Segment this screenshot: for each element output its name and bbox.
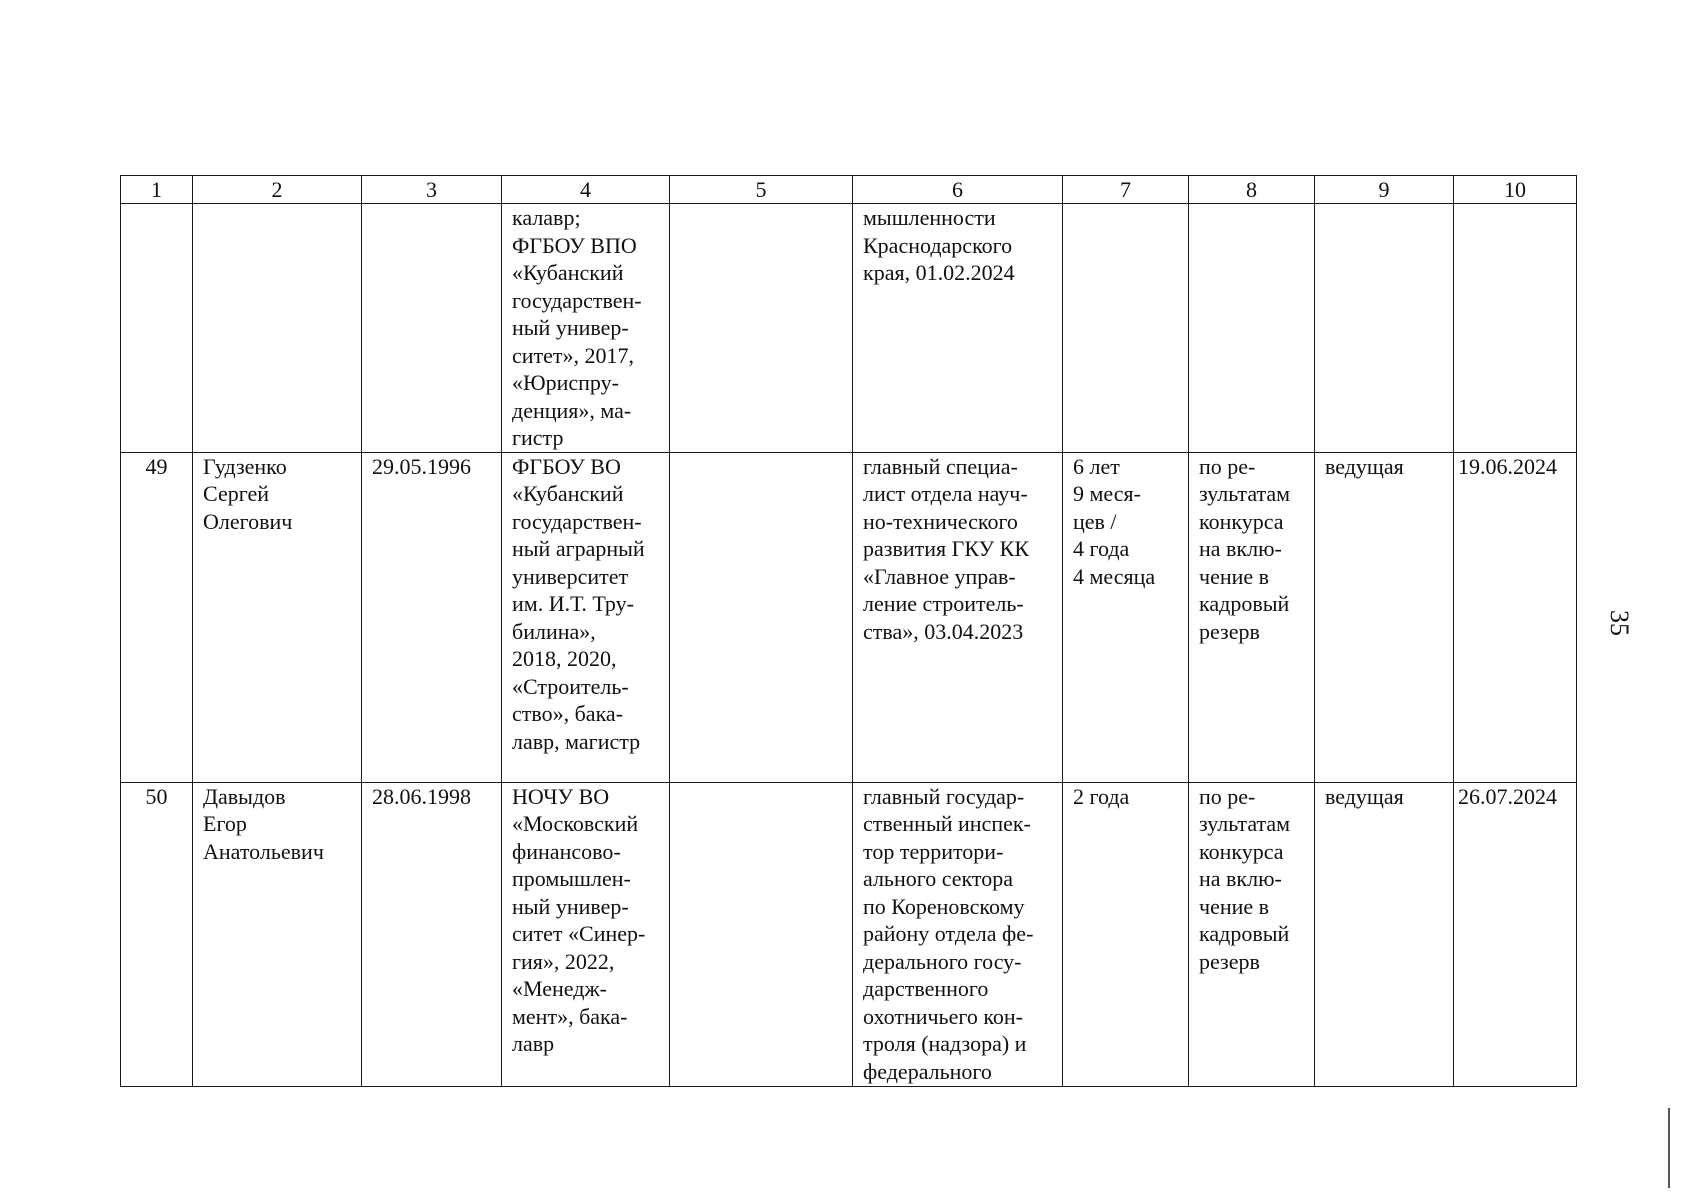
header-cell: 5 [670,176,853,204]
cell-num: 50 [121,782,193,1086]
cell-group [1315,204,1454,453]
header-row [121,176,1577,204]
cell-date: 19.06.2024 [1454,452,1577,782]
table-row-continuation [121,204,1577,453]
personnel-table [120,175,1577,1087]
cell-col5 [670,782,853,1086]
header-cell: 4 [502,176,670,204]
cell-position: главный государ- ственный инспек- тор территори- ального сектора по Кореновскому району отдела фе- дерального госу- дарственного охотничьего кон- троля (надзора) и федерального [853,782,1063,1086]
cell-num [121,204,193,453]
header-cell: 6 [853,176,1063,204]
cell-birth-date [362,204,502,453]
cell-experience: 2 года [1063,782,1189,1086]
cell-num: 49 [121,452,193,782]
cell-position: главный специа- лист отдела науч- но-технического развития ГКУ КК «Главное управ- ление строитель- ства», 03.04.2023 [853,452,1063,782]
cell-date [1454,204,1577,453]
cell-experience [1063,204,1189,453]
cell-name: Гудзенко Сергей Олегович [193,452,362,782]
cell-group: ведущая [1315,452,1454,782]
header-cell: 7 [1063,176,1189,204]
table-row [121,782,1577,1086]
table-row [121,452,1577,782]
cell-name: Давыдов Егор Анатольевич [193,782,362,1086]
cell-date: 26.07.2024 [1454,782,1577,1086]
margin-mark [1668,1108,1670,1188]
cell-birth-date: 28.06.1998 [362,782,502,1086]
cell-experience: 6 лет 9 меся- цев / 4 года 4 месяца [1063,452,1189,782]
cell-basis: по ре- зультатам конкурса на вклю- чение в кадровый резерв [1189,782,1315,1086]
cell-birth-date: 29.05.1996 [362,452,502,782]
page-number: 35 [1605,610,1634,636]
header-cell: 8 [1189,176,1315,204]
header-cell: 9 [1315,176,1454,204]
cell-col5 [670,204,853,453]
cell-education: калавр; ФГБОУ ВПО «Кубанский государствен- ный универ- ситет», 2017, «Юриспру- денция», ма- гистр [502,204,670,453]
cell-basis: по ре- зультатам конкурса на вклю- чение в кадровый резерв [1189,452,1315,782]
header-cell: 10 [1454,176,1577,204]
cell-education: ФГБОУ ВО «Кубанский государствен- ный аграрный университет им. И.Т. Тру- билина», 2018, 2020, «Строитель- ство», бака- лавр, магистр [502,452,670,782]
cell-col5 [670,452,853,782]
cell-position: мышленности Краснодарского края, 01.02.2024 [853,204,1063,453]
header-cell: 1 [121,176,193,204]
cell-education: НОЧУ ВО «Московский финансово- промышлен- ный универ- ситет «Синер- гия», 2022, «Менедж- мент», бака- лавр [502,782,670,1086]
header-cell: 2 [193,176,362,204]
cell-basis [1189,204,1315,453]
header-cell: 3 [362,176,502,204]
cell-name [193,204,362,453]
cell-group: ведущая [1315,782,1454,1086]
